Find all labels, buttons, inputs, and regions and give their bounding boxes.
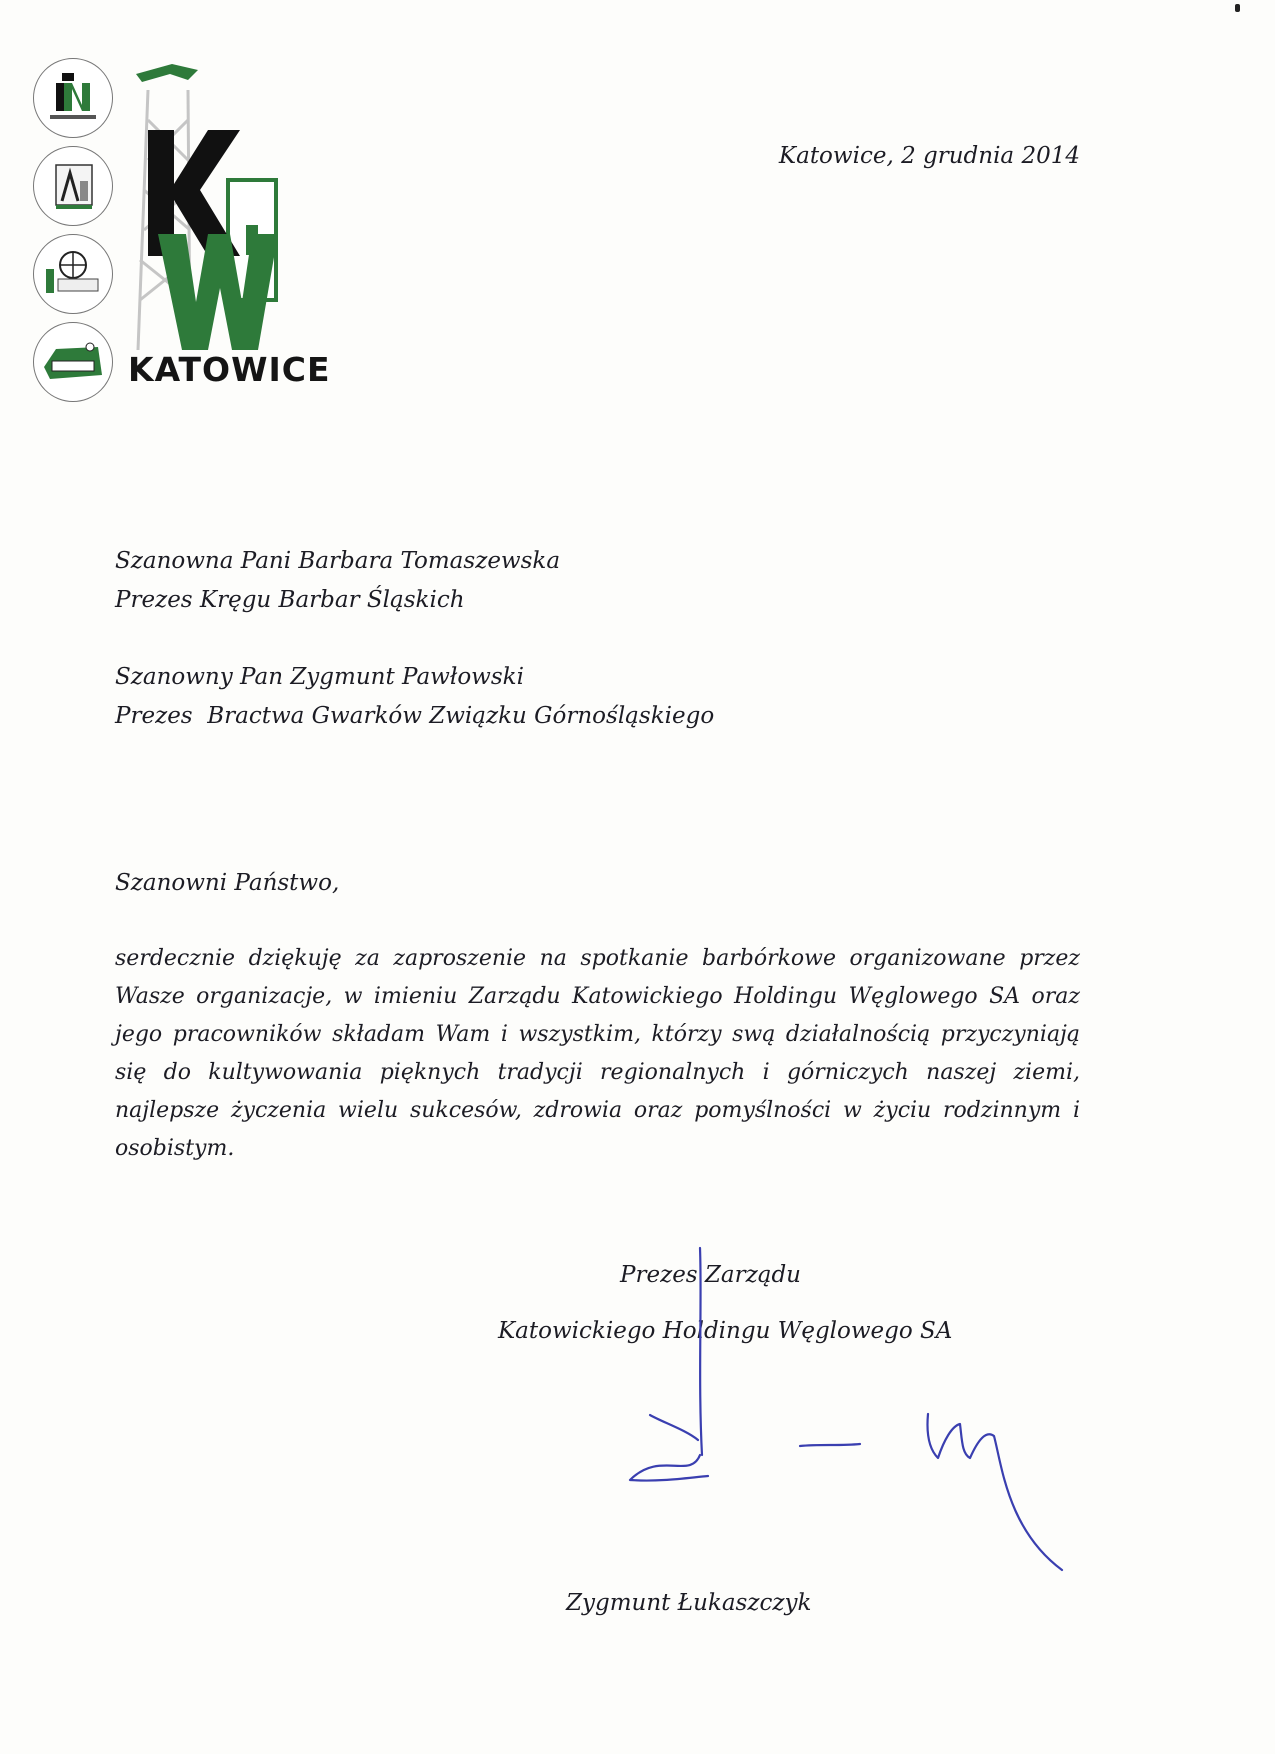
mine-badge-wujek: [33, 146, 113, 226]
scan-speck: [1235, 4, 1240, 12]
logo-city-label: KATOWICE: [128, 350, 331, 389]
recipient-2-name: Szanowny Pan Zygmunt Pawłowski: [115, 664, 524, 690]
khw-logo: [128, 60, 338, 390]
recipient-2-title: Prezes Bractwa Gwarków Związku Górnośląskiego: [115, 703, 715, 729]
mine-badge-myslowice-wesola: [33, 58, 113, 138]
mine-badges-column: [33, 58, 115, 410]
recipient-1-name: Szanowna Pani Barbara Tomaszewska: [115, 548, 561, 574]
recipient-1: [115, 542, 560, 620]
signer-name: Zygmunt Łukaszczyk: [566, 1590, 812, 1616]
letter-body: serdecznie dziękuję za zaproszenie na spotkanie barbórkowe organizowane przez Wasze organizacje, w imieniu Zarządu Katowickiego Holdingu Węglowego SA oraz jego pracowników składam Wam i wszystkim, którzy swą działalnością przyczyniają się do kultywowania pięknych tradycji regionalnych i górniczych naszej ziemi, najlepsze życzenia wielu sukcesów, zdrowia oraz pomyślności w życiu rodzinnym i osobistym.: [115, 946, 1080, 1161]
mine-badge-staszic: [33, 234, 113, 314]
mine-badge-kwk-wujek: [33, 322, 113, 402]
closing-organization: Katowickiego Holdingu Węglowego SA: [498, 1318, 953, 1344]
letter-date: Katowice, 2 grudnia 2014: [778, 143, 1080, 169]
recipient-2: [115, 658, 714, 736]
salutation: Szanowni Państwo,: [115, 870, 340, 896]
handwritten-signature: [590, 1240, 1070, 1610]
closing-title: Prezes Zarządu: [620, 1262, 801, 1288]
recipient-1-title: Prezes Kręgu Barbar Śląskich: [115, 587, 465, 613]
